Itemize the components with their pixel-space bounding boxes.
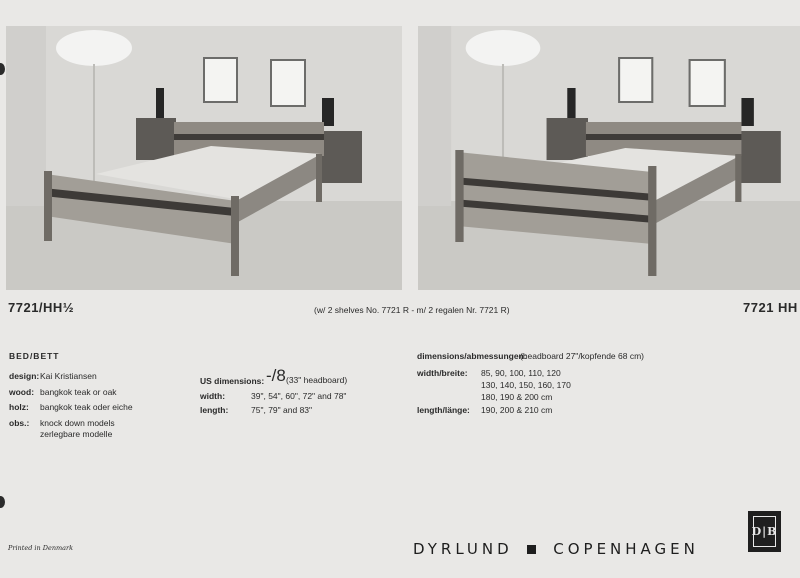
- holz-label: holz:: [9, 402, 29, 412]
- metric-length-value: 190, 200 & 210 cm: [481, 405, 553, 415]
- metric-width-line-2: 130, 140, 150, 160, 170: [481, 380, 571, 390]
- brand-copenhagen: COPENHAGEN: [553, 540, 699, 558]
- bed-illustration-left: [6, 26, 402, 290]
- holz-value: bangkok teak oder eiche: [40, 402, 133, 412]
- shelves-note: (w/ 2 shelves No. 7721 R - m/ 2 regalen Nr. 7721 R): [314, 305, 510, 315]
- binder-hole: [0, 63, 5, 75]
- us-width-label: width:: [200, 391, 226, 401]
- design-value: Kai Kristiansen: [40, 371, 97, 381]
- obs-value: knock down models: [40, 418, 115, 428]
- category-heading: BED/BETT: [9, 351, 60, 361]
- bed-photo-right: [418, 26, 800, 290]
- obs-label: obs.:: [9, 418, 30, 428]
- brand-separator-square: [527, 545, 536, 554]
- printed-in-denmark: Printed in Denmark: [8, 544, 74, 552]
- logo-mark: D|B: [753, 516, 776, 547]
- metric-dimensions-label: dimensions/abmessungen:: [417, 351, 527, 361]
- headboard-note-metric: (headboard 27"/kopfende 68 cm): [520, 351, 644, 361]
- design-label: design:: [9, 371, 40, 381]
- us-length-label: length:: [200, 405, 229, 415]
- bed-illustration-right: [418, 26, 800, 290]
- us-dimensions-code: -/8: [266, 366, 286, 385]
- metric-width-line-3: 180, 190 & 200 cm: [481, 392, 553, 402]
- dyrlund-logo: [748, 511, 781, 552]
- metric-width-line-1: 85, 90, 100, 110, 120: [481, 368, 561, 378]
- brand-dyrlund: DYRLUND: [413, 540, 513, 558]
- brand-name: [413, 540, 699, 558]
- model-number-left: 7721/HH½: [8, 300, 75, 315]
- us-dimensions-label: US dimensions:: [200, 376, 265, 386]
- metric-length-label: length/länge:: [417, 405, 470, 415]
- us-width-value: 39", 54", 60", 72" and 78": [251, 391, 347, 401]
- us-length-value: 75", 79" and 83": [251, 405, 313, 415]
- headboard-note-us: (33" headboard): [286, 375, 348, 385]
- wood-label: wood:: [9, 387, 35, 397]
- model-number-right: 7721 HH: [743, 300, 798, 315]
- binder-hole: [0, 496, 5, 508]
- metric-width-label: width/breite:: [417, 368, 468, 378]
- wood-value: bangkok teak or oak: [40, 387, 117, 397]
- obs-value-2: zerlegbare modelle: [40, 429, 113, 439]
- bed-photo-left: [6, 26, 402, 290]
